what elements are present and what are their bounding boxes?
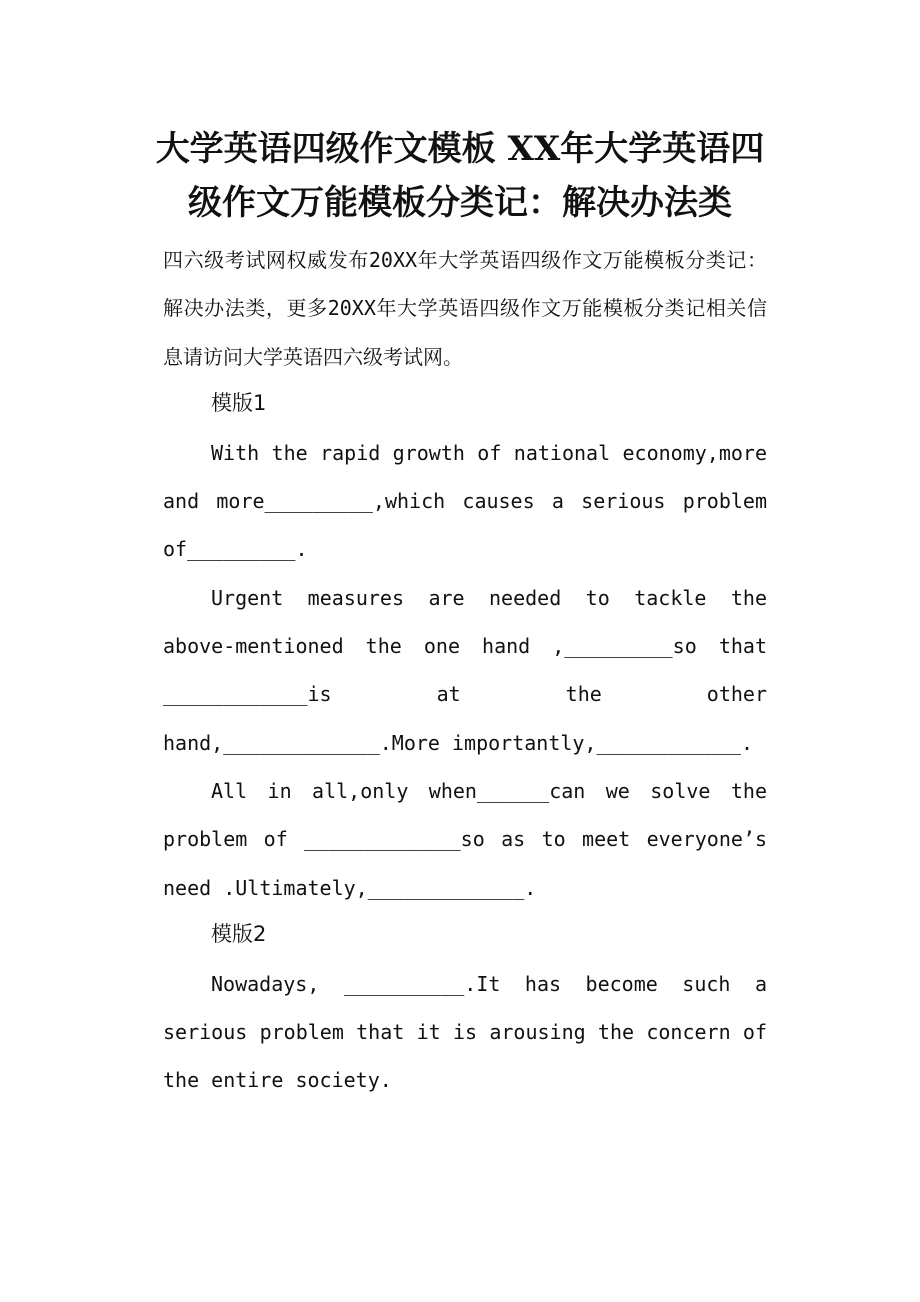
template-1-paragraph-1: With the rapid growth of national economy,more and more_________,which causes a serious problem of_________. bbox=[163, 440, 767, 562]
document-body bbox=[163, 236, 767, 1105]
template-1-label: 模版1 bbox=[211, 390, 267, 415]
document-title: 大学英语四级作文模板 XX年大学英语四级作文万能模板分类记：解决办法类 bbox=[155, 129, 765, 223]
template-1-paragraph-2: Urgent measures are needed to tackle the above-mentioned the one hand ,_________so that ____________is at the other hand,_____________.More importantly,____________. bbox=[163, 585, 767, 755]
template-2-label: 模版2 bbox=[211, 921, 267, 946]
template-1-paragraph-3: All in all,only when______can we solve the problem of _____________so as to meet everyone’s need .Ultimately,_____________. bbox=[163, 778, 767, 900]
template-2-paragraph-1: Nowadays, __________.It has become such a serious problem that it is arousing the concern of the entire society. bbox=[163, 971, 767, 1093]
intro-paragraph: 四六级考试网权威发布20XX年大学英语四级作文万能模板分类记：解决办法类，更多20XX年大学英语四级作文万能模板分类记相关信息请访问大学英语四六级考试网。 bbox=[163, 248, 767, 369]
